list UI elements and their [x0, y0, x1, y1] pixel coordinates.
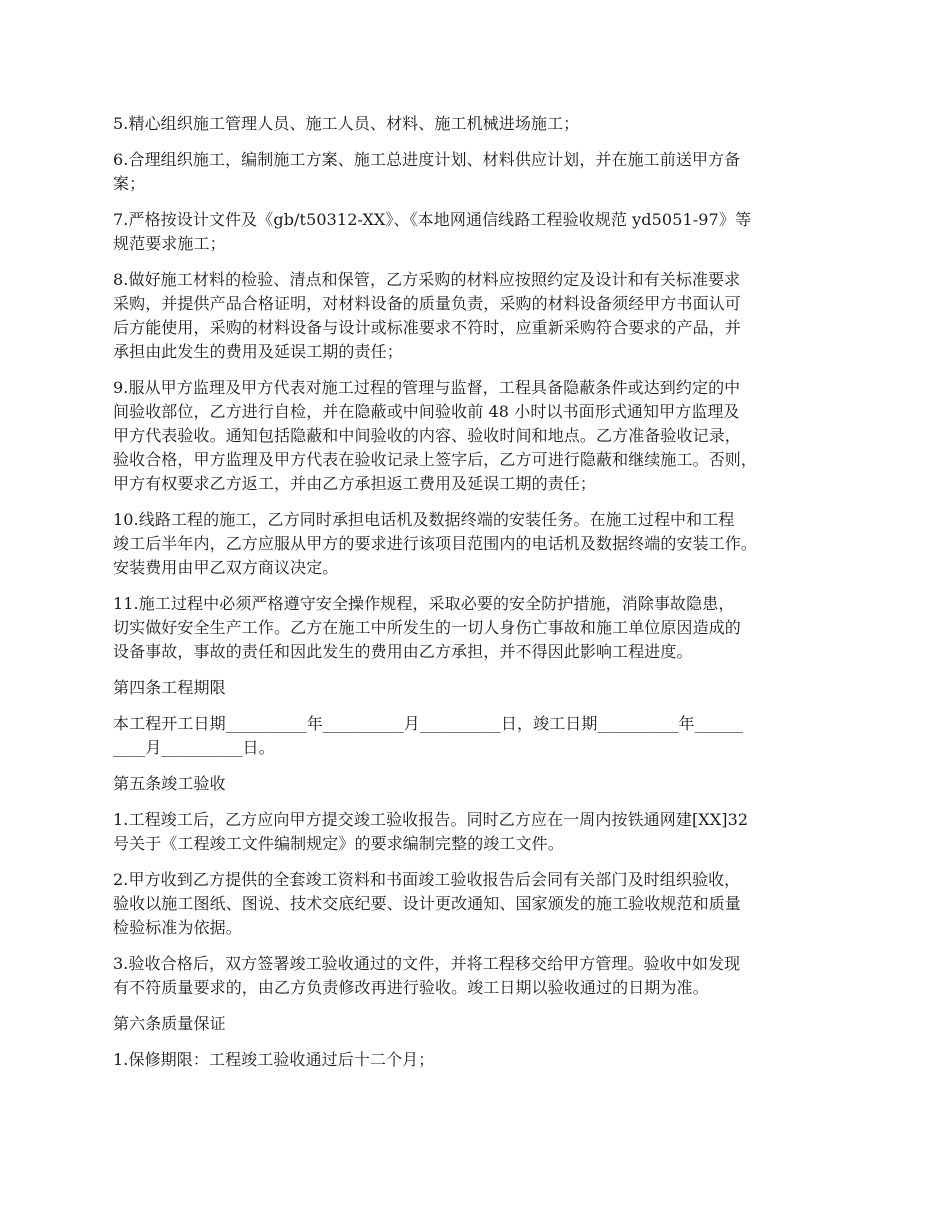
clause-8: 8.做好施工材料的检验、清点和保管，乙方采购的材料应按照约定及设计和有关标准要求 采购，并提供产品合格证明，对材料设备的质量负责，采购的材料设备须经甲方书面认可 后方能使用，采购的材料设备与设计或标准要求不符时，应重新采购符合要求的产品，并 承担由此发生的费用及延误工期的责任；: [113, 270, 741, 361]
clause-9: 9.服从甲方监理及甲方代表对施工过程的管理与监督，工程具备隐蔽条件或达到约定的中 间验收部位，乙方进行自检，并在隐蔽或中间验收前 48 小时以书面形式通知甲方监理及 甲方代表验收。通知包括隐蔽和中间验收的内容、验收时间和地点。乙方准备验收记录， 验收合格，甲方监理及甲方代表在验收记录上签字后，乙方可进行隐蔽和继续施工。否则， 甲方有权要求乙方返工，并由乙方承担返工费用及延误工期的责任；: [113, 378, 758, 493]
section-heading-article-5: 第五条竣工验收: [113, 774, 226, 793]
document-page: [113, 112, 851, 1084]
acceptance-item-1: 1.工程竣工后，乙方应向甲方提交竣工验收报告。同时乙方应在一周内按铁通网建[XX]32 号关于《工程竣工文件编制规定》的要求编制完整的竣工文件。: [113, 810, 749, 853]
acceptance-item-2: 2.甲方收到乙方提供的全套竣工资料和书面竣工验收报告后会同有关部门及时组织验收， 验收以施工图纸、图说、技术交底纪要、设计更改通知、国家颁发的施工验收规范和质量 检验标准为依据。: [113, 870, 741, 937]
clause-10: 10.线路工程的施工，乙方同时承担电话机及数据终端的安装任务。在施工过程中和工程 竣工后半年内，乙方应服从甲方的要求进行该项目范围内的电话机及数据终端的安装工作。 安装费用由甲乙双方商议决定。: [113, 510, 758, 577]
acceptance-item-3: 3.验收合格后，双方签署竣工验收通过的文件，并将工程移交给甲方管理。验收中如发现 有不符质量要求的，由乙方负责修改再进行验收。竣工日期以验收通过的日期为准。: [113, 954, 741, 997]
section-heading-article-4: 第四条工程期限: [113, 678, 226, 697]
clause-11: 11.施工过程中必须严格遵守安全操作规程，采取必要的安全防护措施，消除事故隐患， 切实做好安全生产工作。乙方在施工中所发生的一切人身伤亡事故和施工单位原因造成的 设备事故，事故的责任和因此发生的费用由乙方承担，并不得因此影响工程进度。: [113, 594, 741, 661]
clause-6: 6.合理组织施工，编制施工方案、施工总进度计划、材料供应计划，并在施工前送甲方备 案；: [113, 150, 741, 193]
schedule-dates: 本工程开工日期__________年__________月__________日，竣工日期__________年______ ____月__________日。: [113, 714, 744, 757]
clause-7: 7.严格按设计文件及《gb/t50312-XX》、《本地网通信线路工程验收规范 yd5051-97》等 规范要求施工；: [113, 210, 752, 253]
clause-5: 5.精心组织施工管理人员、施工人员、材料、施工机械进场施工；: [113, 114, 580, 133]
section-heading-article-6: 第六条质量保证: [113, 1014, 226, 1033]
warranty-item-1: 1.保修期限：工程竣工验收通过后十二个月；: [113, 1050, 435, 1069]
